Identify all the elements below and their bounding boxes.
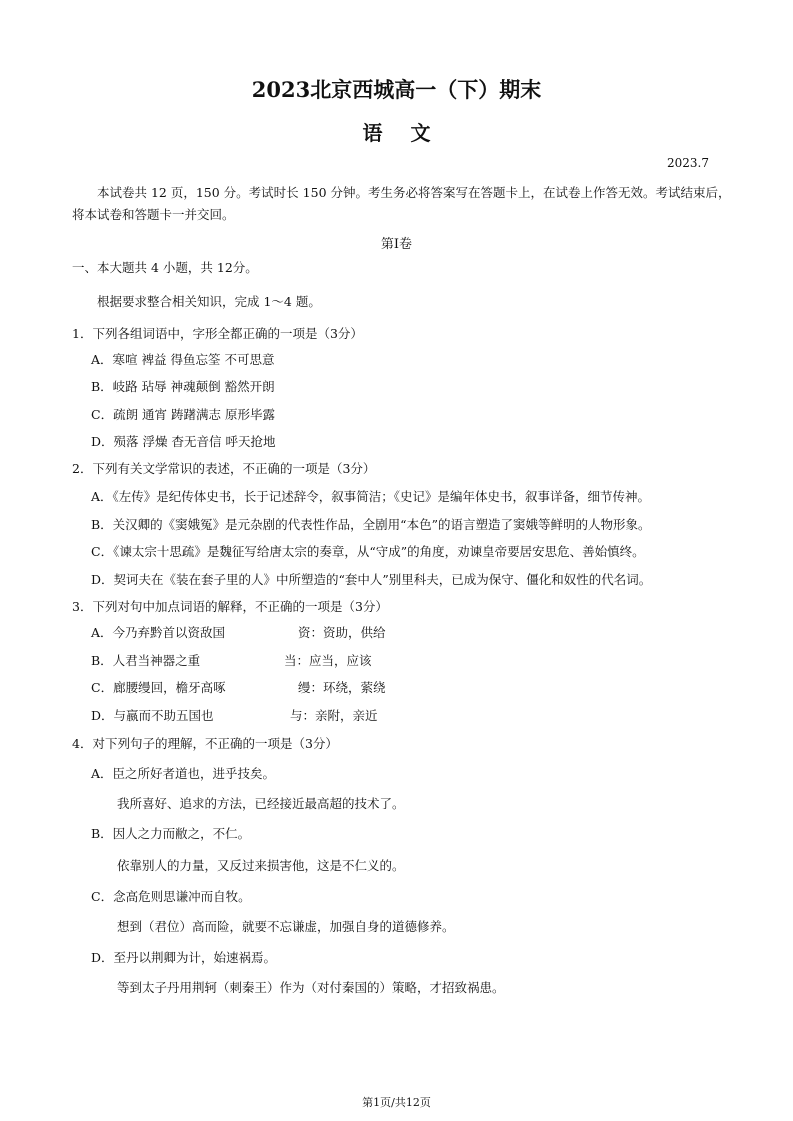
section-intro: 根据要求整合相关知识，完成 1～4 题。 bbox=[97, 294, 321, 309]
exam-title: 2023北京西城高一（下）期末 bbox=[251, 77, 542, 102]
question-option: C．念高危则思谦冲而自牧。 bbox=[91, 889, 251, 904]
question-option: D．契诃夫在《装在套子里的人》中所塑造的“套中人”别里科夫，已成为保守、僵化和奴性的代名词。 bbox=[91, 572, 652, 587]
question-option: A．《左传》是纪传体史书，长于记述辞令，叙事简洁；《史记》是编年体史书，叙事详备，细节传神。 bbox=[91, 489, 651, 504]
question-stem: 1．下列各组词语中，字形全都正确的一项是（3分） bbox=[72, 326, 363, 341]
option-explanation: 我所喜好、追求的方法，已经接近最高超的技术了。 bbox=[117, 796, 405, 811]
question-option: A．今乃弃黔首以资敌国 bbox=[91, 625, 226, 640]
option-gloss: 与：亲附，亲近 bbox=[290, 708, 378, 723]
question-stem: 2．下列有关文学常识的表述，不正确的一项是（3分） bbox=[72, 461, 376, 476]
question-stem: 3．下列对句中加点词语的解释，不正确的一项是（3分） bbox=[72, 599, 388, 614]
option-gloss: 资：资助，供给 bbox=[298, 625, 386, 640]
question-option: B．因人之力而敝之，不仁。 bbox=[91, 826, 251, 841]
option-gloss: 当：应当，应该 bbox=[284, 653, 372, 668]
instructions: 本试卷共 12 页，150 分。考试时长 150 分钟。考生务必将答案写在答题卡上，在试卷上作答无效。考试结束后，将本试卷和答题卡一并交回。 bbox=[72, 185, 731, 222]
section-heading: 一、本大题共 4 小题，共 12分。 bbox=[72, 260, 258, 275]
question-option: D．至丹以荆卿为计，始速祸焉。 bbox=[91, 950, 277, 965]
question-option: A．臣之所好者道也，进乎技矣。 bbox=[91, 766, 276, 781]
page-footer: 第1页/共12页 bbox=[362, 1096, 431, 1109]
question-option: D．与嬴而不助五国也 bbox=[91, 708, 214, 723]
question-option: A．寒喧 裨益 得鱼忘筌 不可思意 bbox=[91, 352, 275, 367]
option-explanation: 依靠别人的力量，又反过来损害他，这是不仁义的。 bbox=[117, 858, 405, 873]
question-stem: 4．对下列句子的理解，不正确的一项是（3分） bbox=[72, 736, 338, 751]
question-option: B．岐路 玷辱 神魂颠倒 豁然开朗 bbox=[91, 379, 275, 394]
option-explanation: 等到太子丹用荆轲（刺秦王）作为（对付秦国的）策略，才招致祸患。 bbox=[117, 980, 505, 995]
question-option: C．《谏太宗十思疏》是魏征写给唐太宗的奏章，从“守成”的角度，劝谏皇帝要居安思危、善始慎终。 bbox=[91, 544, 645, 559]
question-option: C．廊腰缦回，檐牙高啄 bbox=[91, 680, 226, 695]
question-option: C．疏朗 通宵 踌躇满志 原形毕露 bbox=[91, 407, 275, 422]
question-option: B．人君当神器之重 bbox=[91, 653, 201, 668]
volume-heading: 第Ⅰ卷 bbox=[380, 237, 413, 252]
option-gloss: 缦：环绕，萦绕 bbox=[298, 680, 386, 695]
exam-date: 2023.7 bbox=[667, 156, 709, 170]
subject-title: 语文 bbox=[362, 121, 459, 145]
option-explanation: 想到（君位）高而险，就要不忘谦虚，加强自身的道德修养。 bbox=[117, 919, 455, 934]
question-option: D．殒落 浮燥 杳无音信 呼天抢地 bbox=[91, 434, 276, 449]
question-option: B．关汉卿的《窦娥冤》是元杂剧的代表性作品，全剧用“本色”的语言塑造了窦娥等鲜明的人物形象。 bbox=[91, 517, 651, 532]
